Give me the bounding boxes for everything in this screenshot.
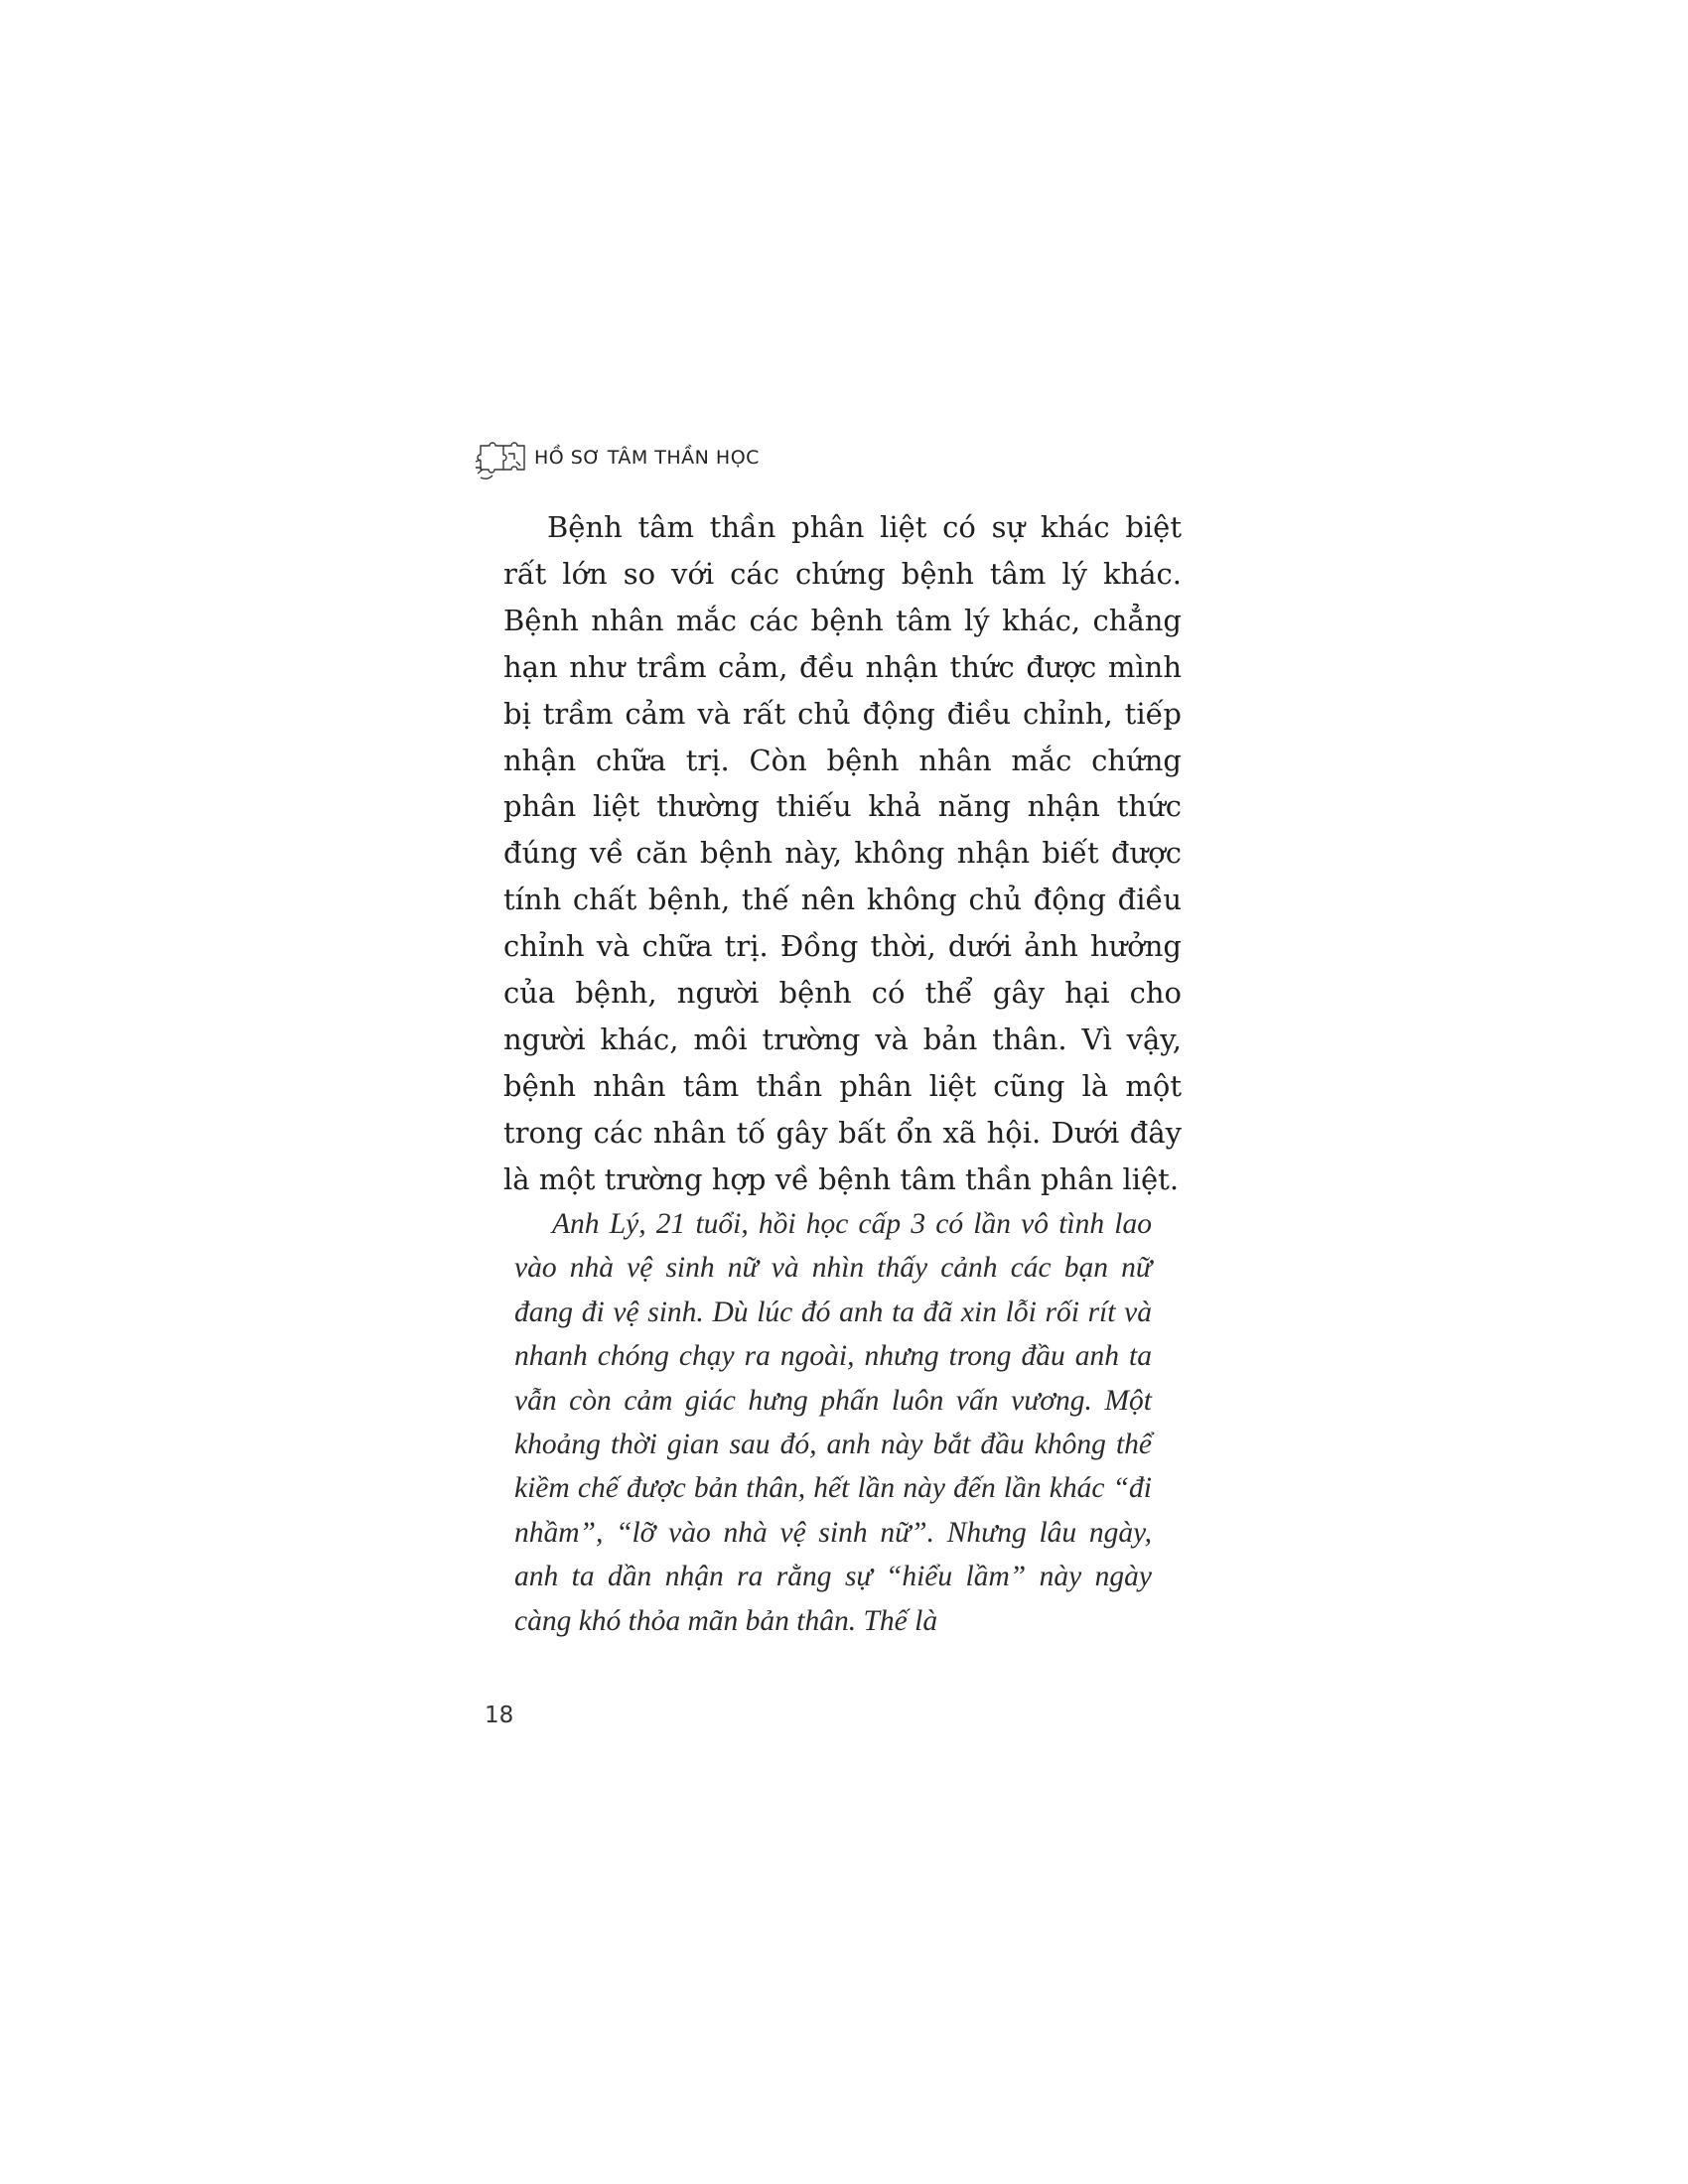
body-paragraph: Bệnh tâm thần phân liệt có sự khác biệt rất lớn so với các chứng bệnh tâm lý khác. Bệnh nhân mắc các bệnh tâm lý khác, chẳng hạn như trầm cảm, đều nhận thức được mình bị trầm cảm và rất chủ động điều chỉnh, tiếp nhận chữa trị. Còn bệnh nhân mắc chứng phân liệt thường thiếu khả năng nhận thức đúng về căn bệnh này, không nhận biết được tính chất bệnh, thế nên không chủ động điều chỉnh và chữa trị. Đồng thời, dưới ảnh hưởng của bệnh, người bệnh có thể gây hại cho người khác, môi trường và bản thân. Vì vậy, bệnh nhân tâm thần phân liệt cũng là một trong các nhân tố gây bất ổn xã hội. Dưới đây là một trường hợp về bệnh tâm thần phân liệt. [503, 510, 1182, 1196]
page-number: 18 [485, 1703, 514, 1728]
puzzle-pieces-icon [473, 432, 526, 483]
case-study-paragraph: Anh Lý, 21 tuổi, hồi học cấp 3 có lần vô tình lao vào nhà vệ sinh nữ và nhìn thấy cảnh các bạn nữ đang đi vệ sinh. Dù lúc đó anh ta đã xin lỗi rối rít và nhanh chóng chạy ra ngoài, nhưng trong đầu anh ta vẫn còn cảm giác hưng phấn luôn vấn vương. Một khoảng thời gian sau đó, anh này bắt đầu không thể kiềm chế được bản thân, hết lần này đến lần khác “đi nhầm”, “lỡ vào nhà vệ sinh nữ”. Nhưng lâu ngày, anh ta dần nhận ra rằng sự “hiểu lầm” này ngày càng khó thỏa mãn bản thân. Thế là [514, 1208, 1152, 1637]
running-header-title: HỒ SƠ TÂM THẦN HỌC [534, 447, 760, 469]
running-header [473, 429, 760, 486]
